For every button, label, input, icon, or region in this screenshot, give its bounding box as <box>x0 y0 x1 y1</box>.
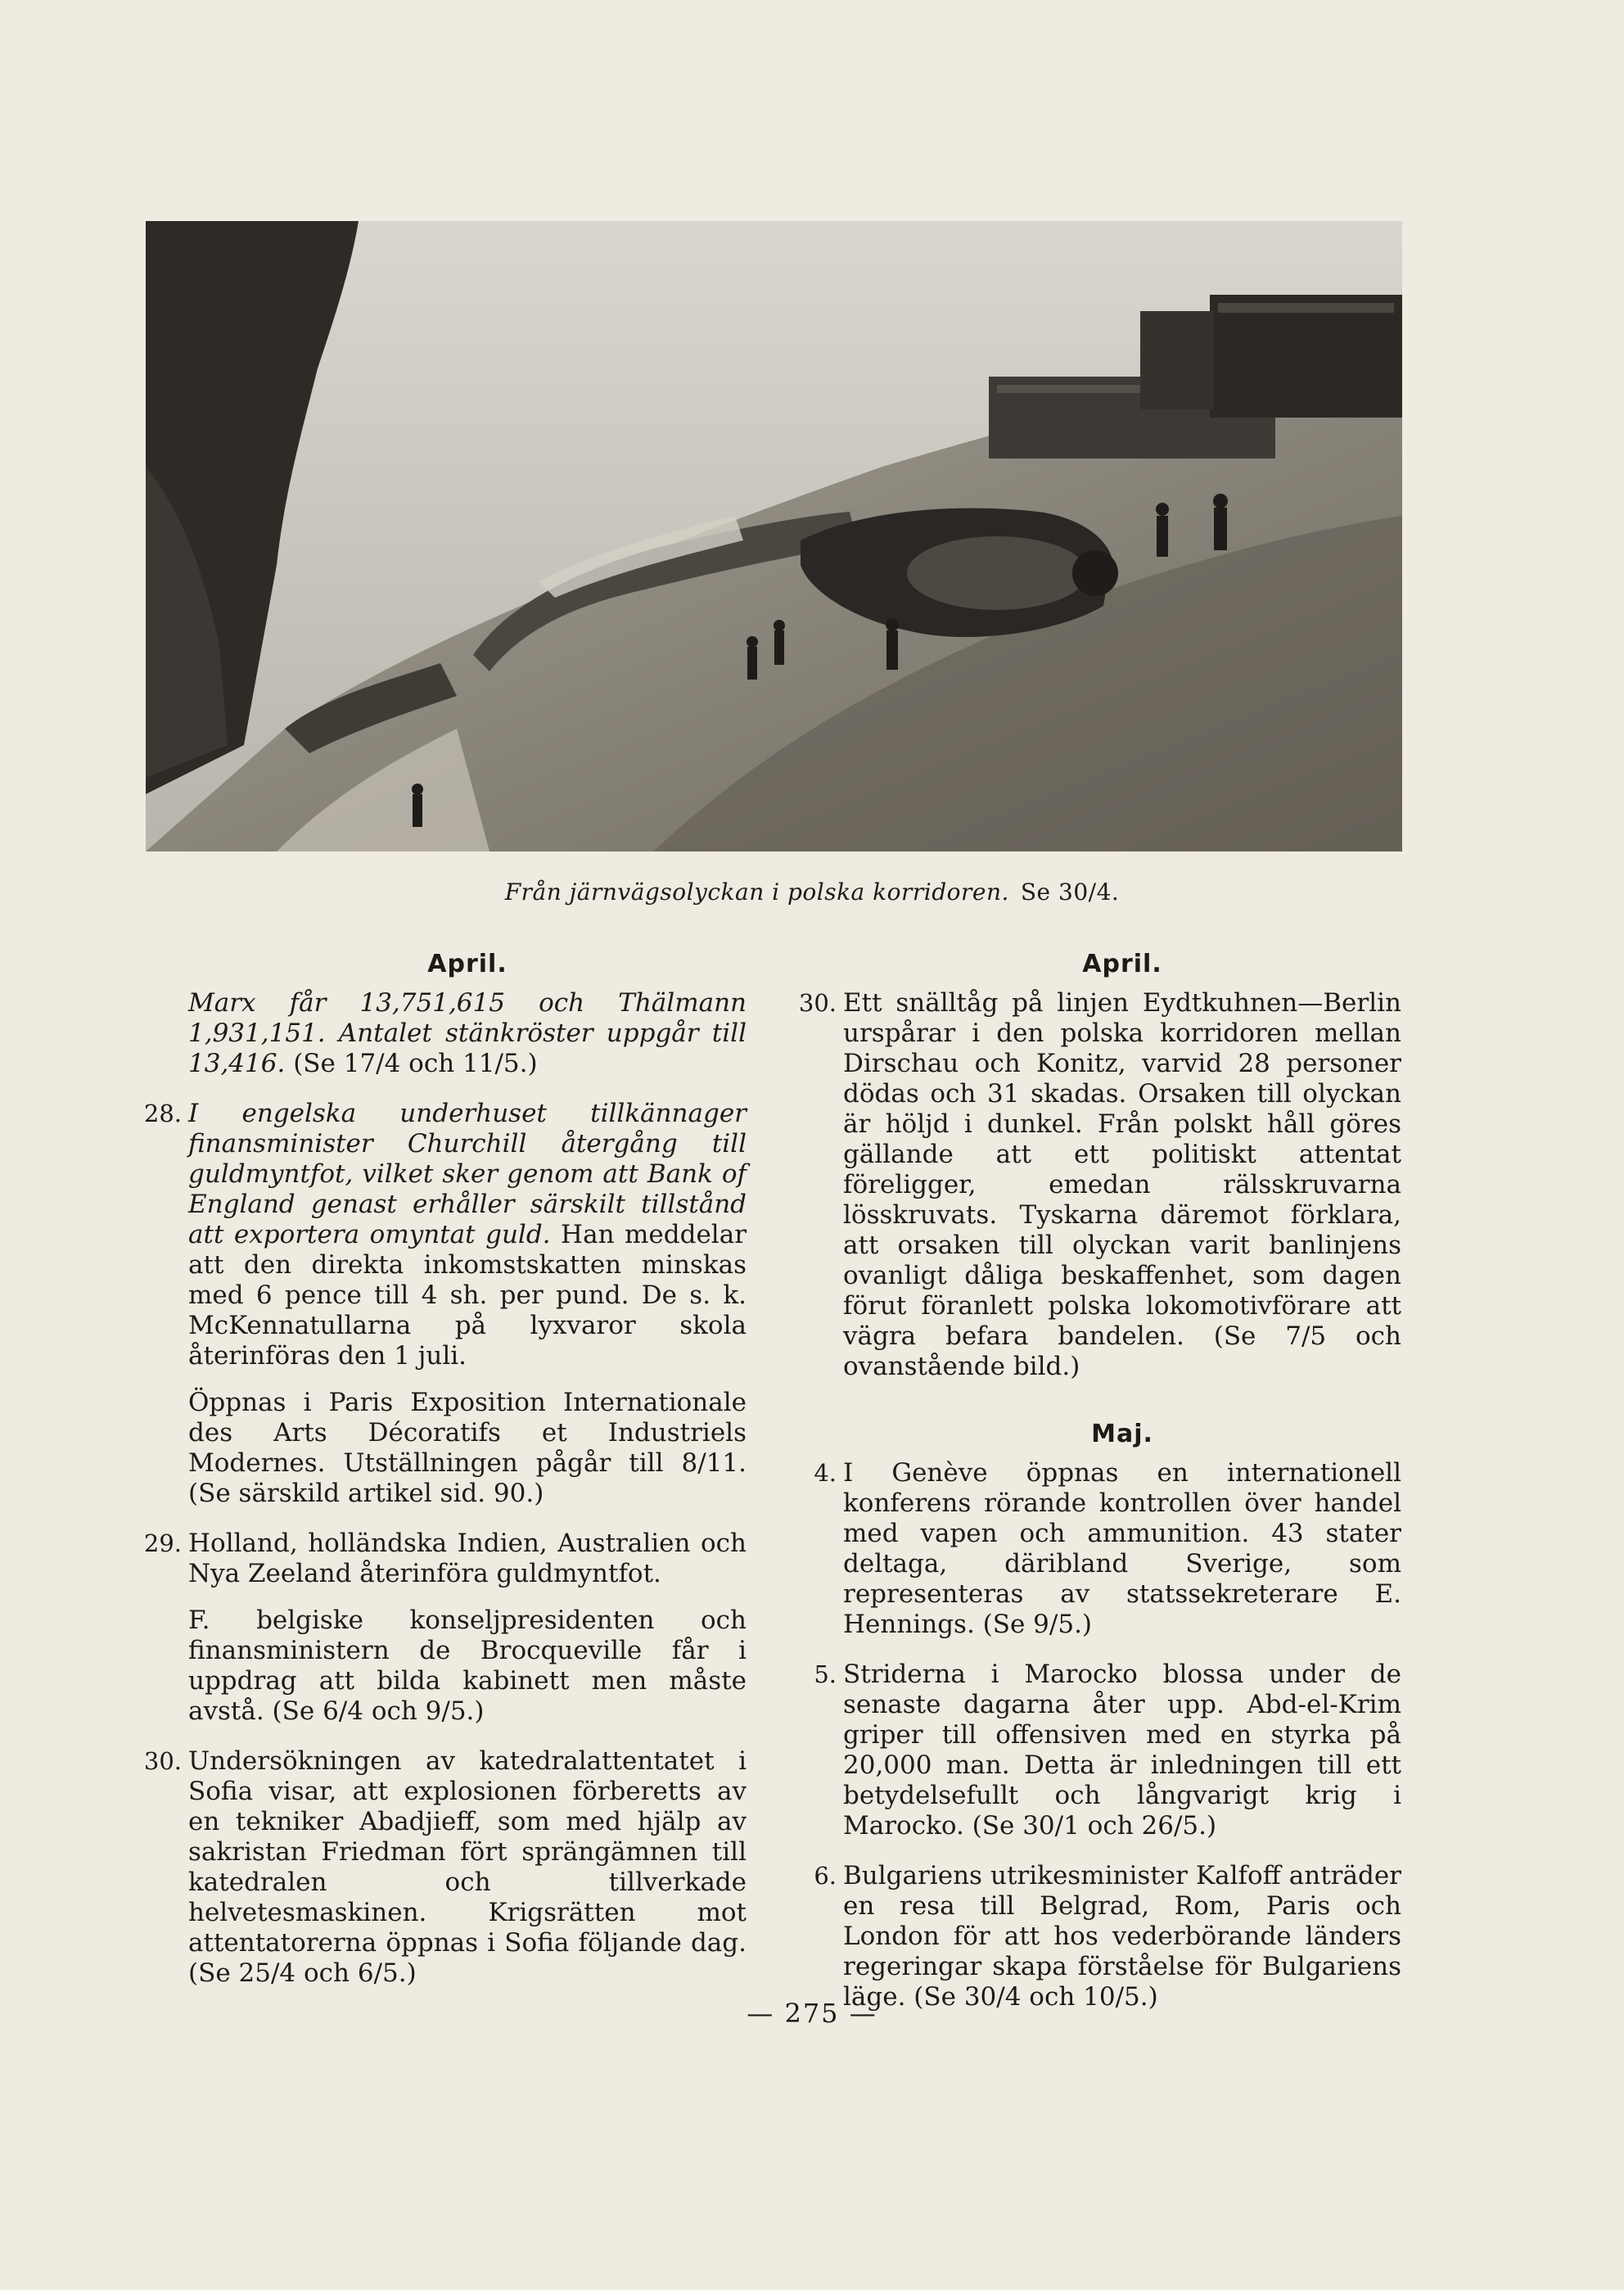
entry-april-29 <box>143 1529 747 1727</box>
entry-may-5 <box>814 1660 1401 1841</box>
entry-text: (Se 17/4 och 11/5.) <box>293 1049 538 1078</box>
entry-may-4 <box>814 1458 1401 1640</box>
entry-day: 30. <box>143 1747 182 1775</box>
entry-april-28 <box>143 1099 747 1509</box>
page-number: — 275 — <box>747 1998 877 2029</box>
entry-day: 6. <box>814 1862 837 1890</box>
month-heading-may: Maj. <box>1091 1420 1153 1448</box>
entry-day: 4. <box>814 1459 837 1487</box>
entry-paragraph: Bulgariens utrikesminister Kalfoff anträder en resa till Belgrad, Rom, Paris och London för att hos vederbörande länders regeringar skapa förståelse för Bulgariens läge. (Se 30/4 och 10/5.) <box>843 1861 1401 2012</box>
train-wreck-illustration <box>146 221 1402 851</box>
entry-day: 5. <box>814 1660 837 1688</box>
entry-april-30-right <box>798 988 1401 1382</box>
entry-may-6 <box>814 1861 1401 2012</box>
month-heading-april-left: April. <box>427 950 508 978</box>
entry-paragraph: I Genève öppnas en internationell konferens rörande kontrollen över handel med vapen och ammunition. 43 stater deltaga, däribland Sverige, som representeras av statssekreterare E. Hennings. (Se 9/5.) <box>843 1458 1401 1639</box>
entry-italic-text: I engelska underhuset tillkännager finansminister Churchill återgång till guldmyntfot, vilket sker genom att Bank of England genast erhåller särskilt tillstånd att exportera omyntat guld. <box>188 1099 747 1249</box>
entry-paragraph <box>188 1099 747 1371</box>
photo-caption <box>0 879 1624 906</box>
entry-april-30-left <box>143 1746 747 1989</box>
entry-paragraph: Undersökningen av katedralattentatet i Sofia visar, att explosionen förberetts av en tekniker Abadjieff, som med hjälp av sakristan Friedman fört sprängämnen till katedralen och tillverkade helvetesmaskinen. Krigsrätten mot attentatorerna öppnas i Sofia följande dag. (Se 25/4 och 6/5.) <box>188 1746 747 1988</box>
entry-day: 28. <box>143 1100 182 1127</box>
entry-april-27-continued <box>188 988 747 1079</box>
left-column <box>143 950 747 2008</box>
entry-italic-text: Marx får 13,751,615 och Thälmann 1,931,151. Antalet stänkröster uppgår till 13,416. <box>188 988 747 1078</box>
entry-paragraph: Holland, holländska Indien, Australien och Nya Zeeland återinföra guldmyntfot. <box>188 1529 747 1588</box>
entry-day: 29. <box>143 1529 182 1557</box>
entry-paragraph: F. belgiske konseljpresidenten och finansministern de Brocqueville får i uppdrag att bilda kabinett men måste avstå. (Se 6/4 och 9/5.) <box>188 1606 747 1726</box>
entry-text: Han meddelar att den direkta inkomstskatten minskas med 6 pence till 4 sh. per pund. De s. k. McKennatullarna på lyxvaror skola återinföras den 1 juli. <box>188 1220 747 1371</box>
entry-paragraph <box>188 988 747 1079</box>
entry-paragraph: Striderna i Marocko blossa under de senaste dagarna åter upp. Abd-el-Krim griper till offensiven med en styrka på 20,000 man. Detta är inledningen till ett betydelsefullt och långvarigt krig i Marocko. (Se 30/1 och 26/5.) <box>843 1660 1401 1841</box>
caption-text: Från järnvägsolyckan i polska korridoren. <box>504 879 1009 906</box>
caption-reference: Se 30/4. <box>1020 879 1120 906</box>
entry-day: 30. <box>798 989 837 1017</box>
entry-paragraph: Ett snälltåg på linjen Eydtkuhnen—Berlin urspårar i den polska korridoren mellan Dirschau och Konitz, varvid 28 personer dödas och 31 skadas. Orsaken till olyckan är höljd i dunkel. Från polskt håll göres gällande att ett politiskt attentat föreligger, emedan rälsskruvarna lösskruvats. Tyskarna däremot förklara, att orsaken till olyckan varit banlinjens ovanligt dåliga beskaffenhet, som dagen förut föranlett polska lokomotivförare att vägra befara bandelen. (Se 7/5 och ovanstående bild.) <box>843 988 1401 1381</box>
train-wreck-photo <box>146 221 1402 851</box>
month-heading-april-right: April. <box>1082 950 1162 978</box>
entry-paragraph: Öppnas i Paris Exposition Internationale des Arts Décoratifs et Industriels Modernes. Utställningen pågår till 8/11. (Se särskild artikel sid. 90.) <box>188 1388 747 1508</box>
